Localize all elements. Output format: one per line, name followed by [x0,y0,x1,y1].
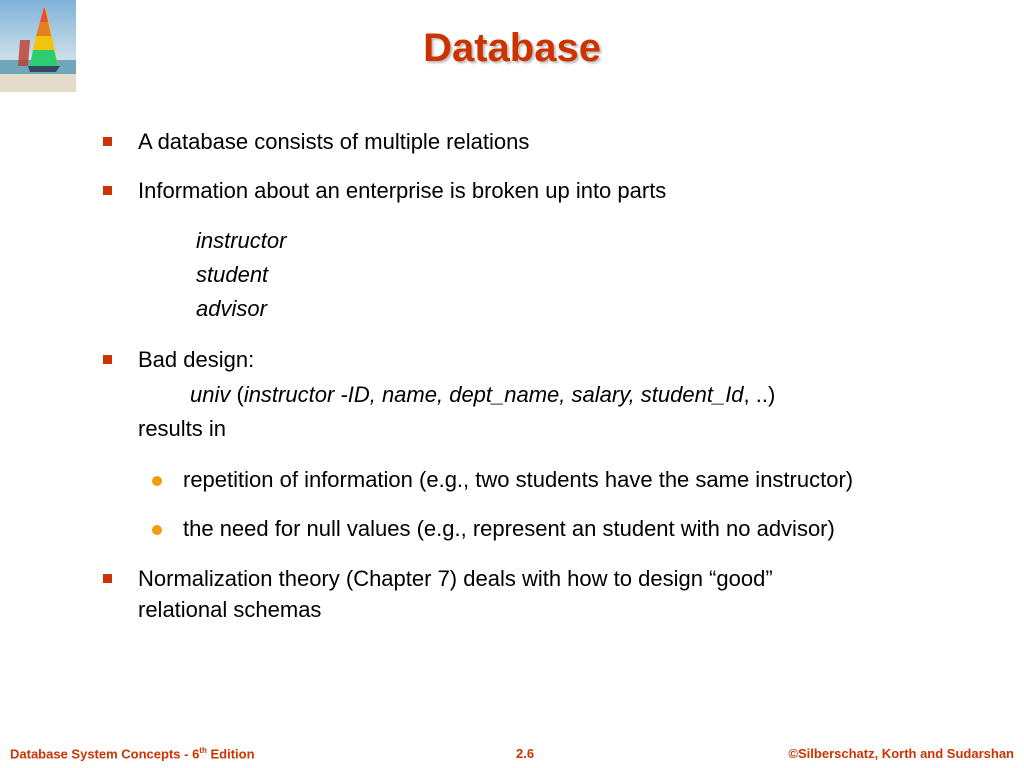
sub-bullet-text: repetition of information (e.g., two students have the same instructor) [183,467,854,492]
footer-book-title [10,746,255,761]
footer-book-suffix: Edition [206,746,255,762]
dot-bullet-icon [152,525,162,535]
schema-paren: ( [230,382,244,407]
square-bullet-icon [103,186,112,195]
relation-name: student [196,262,269,287]
bullet-text: Normalization theory (Chapter 7) deals with how to design “good” [138,566,773,591]
schema-tail: , ..) [743,382,776,407]
footer-book-sup: th [199,746,207,755]
dot-bullet-icon [152,476,162,486]
footer-page-number: 2.6 [516,746,535,761]
bullet-text: Information about an enterprise is broken up into parts [138,178,667,203]
relation-name: advisor [196,296,267,321]
footer-book-prefix: Database System Concepts - 6 [10,746,200,762]
footer-copyright: ©Silberschatz, Korth and Sudarshan [788,746,1014,761]
bullet-text: A database consists of multiple relations [138,129,530,154]
square-bullet-icon [103,137,112,146]
relation-name: instructor [196,228,287,253]
results-in-text: results in [138,416,227,441]
square-bullet-icon [103,355,112,364]
slide-title: Database [423,26,601,70]
schema-attributes: instructor -ID, name, dept_name, salary, student_Id [243,382,744,407]
bullet-text: Bad design: [138,347,255,372]
schema-name: univ [190,382,231,407]
square-bullet-icon [103,574,112,583]
sub-bullet-text: the need for null values (e.g., represent an student with no advisor) [183,516,835,541]
schema-definition [190,382,775,408]
bullet-text-continued: relational schemas [138,597,322,622]
